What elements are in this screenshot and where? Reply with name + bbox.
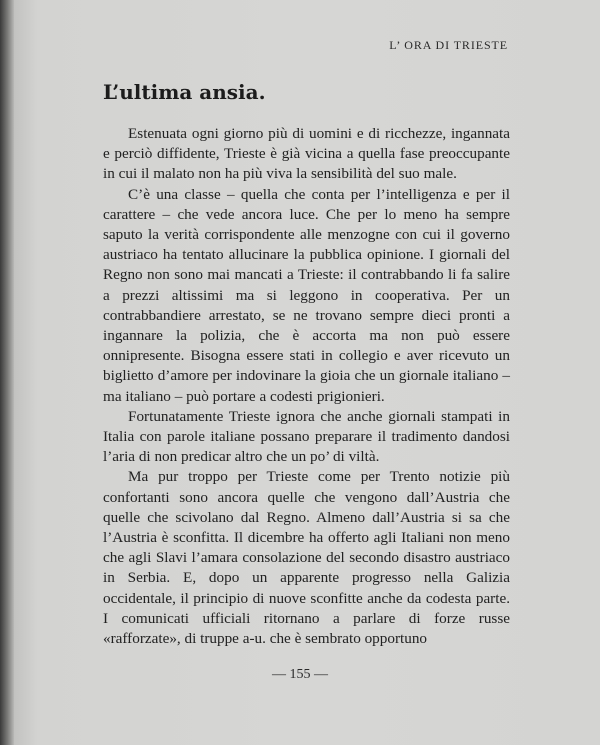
paragraph: Ma pur troppo per Trieste come per Trento notizie più confortanti sono ancora quelle che vengono dall’Austria che quelle che scivolano dal Regno. Almeno dall’Austria si sa che l’Austria è sconfitta. Il dicembre ha offerto agli Italiani non meno che agli Slavi l’amara consolazione del secondo disastro austriaco in Serbia. E, dopo un apparente progresso nella Galizia occidentale, il principio di nuove sconfitte anche da codesta parte. I comunicati ufficiali ritornano a parlare di forze russe «rafforzate», di truppe a-u. che è sembrato opportuno xyxy=(103,468,510,648)
book-spine-shadow xyxy=(0,0,14,745)
page-number: — 155 — xyxy=(272,667,328,682)
chapter-title: L’ultima ansia. xyxy=(103,80,266,104)
paragraph: C’è una classe – quella che conta per l’intelligenza e per il carattere – che vede ancora luce. Che per lo meno ha sempre saputo la verità corrispondente alle menzogne con cui il governo austriaco ha tentato allucinare la pubblica opinione. I giornali del Regno non sono mai mancati a Trieste: il contrabbando li fa salire a prezzi altissimi ma si leggono in cooperativa. Per un contrabbandiere arrestato, se ne trovano sempre dieci pronti a ingannare la polizia, che è accorta ma non può essere onnipresente. Bisogna essere stati in collegio e aver ricevuto un biglietto d’amore per indovinare la gioia che un giornale italiano – ma italiano – può portare a codesti prigionieri. xyxy=(103,185,510,405)
body-text xyxy=(103,124,510,649)
paragraph: Estenuata ogni giorno più di uomini e di ricchezze, ingannata e perciò diffidente, Trieste è già vicina a quella fase preoccupante in cui il malato non ha più viva la sensibilità del suo male. xyxy=(103,125,510,183)
paragraph: Fortunatamente Trieste ignora che anche giornali stampati in Italia con parole italiane possano preparare il tradimento dandosi l’aria di non predicar altro che un po’ di viltà. xyxy=(103,407,510,466)
running-head: L’ ORA DI TRIESTE xyxy=(389,38,508,52)
